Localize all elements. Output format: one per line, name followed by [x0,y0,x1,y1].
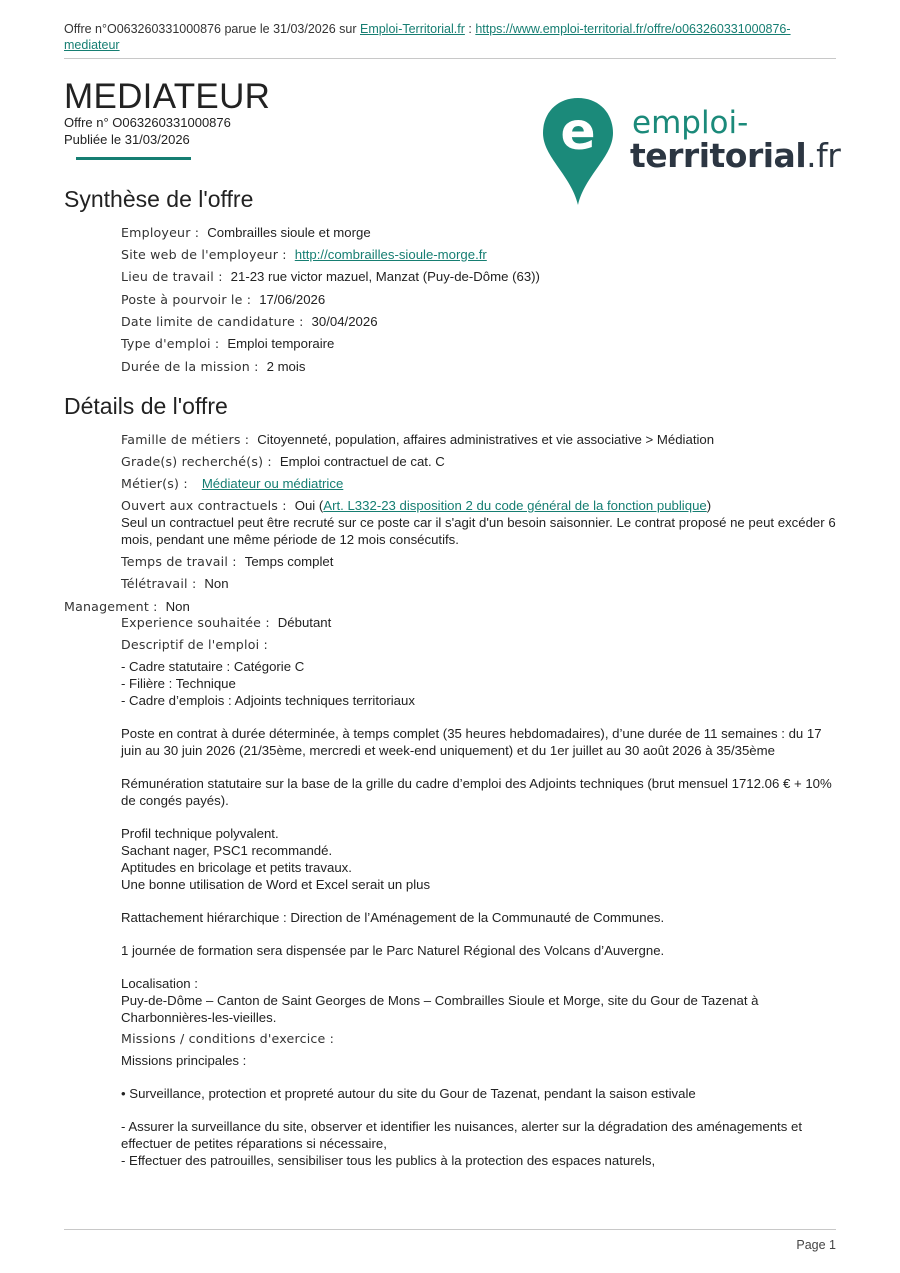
field-teletravail [121,575,836,592]
localisation-label: Localisation : [121,976,198,991]
field-date-limite [121,313,836,330]
logo-letter: e [560,102,596,162]
poste-value: 17/06/2026 [259,292,326,307]
profil-line-1: Profil technique polyvalent. [121,826,279,841]
remuneration-paragraph: Rémunération statutaire sur la base de la grille du cadre d’emploi des Adjoints techniques (brut mensuel 1712.06 € + 10% de congés payés). [121,776,832,808]
grade-value: Emploi contractuel de cat. C [279,454,445,469]
management-value: Non [165,599,190,614]
temps-label: Temps de travail : [121,554,237,569]
header-prefix: Offre n°O063260331000876 parue le 31/03/2026 sur [64,22,357,36]
lieu-travail-value: 21-23 rue victor mazuel, Manzat (Puy-de-Dôme (63)) [230,269,540,284]
ouvert-note: Seul un contractuel peut être recruté sur ce poste car il s'agit d'un besoin saisonnier. Le contrat proposé ne peut excéder 6 mois, pendant une même période de 12 mois consécutifs. [121,515,836,547]
famille-label: Famille de métiers : [121,432,250,447]
field-poste-a-pourvoir [121,291,836,308]
missions-item-2: - Effectuer des patrouilles, sensibiliser tous les publics à la protection des espaces naturels, [121,1153,656,1168]
site-web-label: Site web de l'employeur : [121,247,287,262]
field-experience [121,614,836,631]
offer-url-link[interactable]: https://www.emploi-territorial.fr/offre/o063260331000876-mediateur [64,22,791,52]
missions-principales: Missions principales : [121,1053,247,1068]
page-number: Page 1 [796,1238,836,1252]
field-missions-label [121,1030,836,1047]
field-famille-metiers [121,431,836,448]
field-ouvert-contractuels [121,497,836,548]
published-date: Publiée le 31/03/2026 [64,132,190,147]
title-accent-bar [76,157,191,160]
management-label: Management : [64,599,158,614]
metier-label: Métier(s) : [121,476,188,491]
field-metiers [121,475,836,492]
poste-label: Poste à pourvoir le : [121,292,252,307]
rattachement-paragraph: Rattachement hiérarchique : Direction de l’Aménagement de la Communauté de Communes. [121,910,665,925]
profil-line-4: Une bonne utilisation de Word et Excel serait un plus [121,877,431,892]
experience-value: Débutant [277,615,332,630]
cadre-emplois: - Cadre d’emplois : Adjoints techniques territoriaux [121,693,415,708]
field-temps-travail [121,553,836,570]
field-type-emploi [121,335,836,352]
emploi-territorial-link[interactable]: Emploi-Territorial.fr [359,22,465,36]
missions-bullet: • Surveillance, protection et propreté autour du site du Gour de Tazenat, pendant la saison estivale [121,1086,696,1101]
field-lieu-travail [121,268,836,285]
grade-label: Grade(s) recherché(s) : [121,454,272,469]
code-fonction-publique-link[interactable]: Art. L332-23 disposition 2 du code général de la fonction publique [323,498,707,513]
type-emploi-label: Type d'emploi : [121,336,220,351]
field-grade [121,453,836,470]
details-section-title: Détails de l'offre [64,393,228,419]
descriptif-body [121,658,836,1026]
logo-line-1: emploi- [632,105,749,141]
localisation-text: Puy-de-Dôme – Canton de Saint Georges de Mons – Combrailles Sioule et Morge, site du Gour de Tazenat à Charbonnières-les-vieilles. [121,993,759,1025]
field-site-web [121,246,836,263]
missions-body [121,1052,836,1169]
offer-header-line [64,21,836,59]
field-duree-mission [121,358,836,375]
contrat-paragraph: Poste en contrat à durée déterminée, à temps complet (35 heures hebdomadaires), d’une durée de 11 semaines : du 17 juin au 30 juin 2026 (21/35ème, mercredi et week-end uniquement) et du 1er juillet au 30 août 2026 à 35/35ème [121,726,822,758]
date-limite-value: 30/04/2026 [311,314,378,329]
emploi-territorial-logo [540,95,841,207]
ouvert-close: ) [706,498,712,513]
header-separator: : [468,22,472,36]
duree-value: 2 mois [266,359,306,374]
ouvert-value: Oui ( [294,498,324,513]
field-descriptif-label [121,636,836,653]
field-management [64,598,779,615]
experience-label: Experience souhaitée : [121,615,270,630]
famille-value: Citoyenneté, population, affaires administratives et vie associative > Médiation [257,432,715,447]
profil-line-3: Aptitudes en bricolage et petits travaux. [121,860,352,875]
duree-label: Durée de la mission : [121,359,259,374]
employeur-label: Employeur : [121,225,200,240]
missions-item-1: - Assurer la surveillance du site, observer et identifier les nuisances, alerter sur la dégradation des aménagements et effectuer de petites réparations si nécessaire, [121,1119,802,1151]
formation-paragraph: 1 journée de formation sera dispensée par le Parc Naturel Régional des Volcans d’Auvergne. [121,943,665,958]
field-employeur [121,224,836,241]
site-web-link[interactable]: http://combrailles-sioule-morge.fr [294,247,487,262]
cadre-statutaire: - Cadre statutaire : Catégorie C [121,659,305,674]
profil-line-2: Sachant nager, PSC1 recommandé. [121,843,333,858]
metier-link[interactable]: Médiateur ou médiatrice [201,476,344,491]
type-emploi-value: Emploi temporaire [227,336,335,351]
employeur-value: Combrailles sioule et morge [207,225,371,240]
temps-value: Temps complet [244,554,334,569]
missions-label: Missions / conditions d'exercice : [121,1031,335,1046]
ouvert-label: Ouvert aux contractuels : [121,498,287,513]
logo-line-2: territorial.fr [630,136,841,175]
lieu-travail-label: Lieu de travail : [121,269,223,284]
footer-divider [64,1229,836,1230]
teletravail-label: Télétravail : [121,576,197,591]
filiere: - Filière : Technique [121,676,236,691]
descriptif-label: Descriptif de l'emploi : [121,637,268,652]
teletravail-value: Non [204,576,229,591]
date-limite-label: Date limite de candidature : [121,314,304,329]
offer-number: Offre n° O063260331000876 [64,115,231,130]
synthese-section-title: Synthèse de l'offre [64,186,254,212]
page-title: MEDIATEUR [64,77,271,116]
